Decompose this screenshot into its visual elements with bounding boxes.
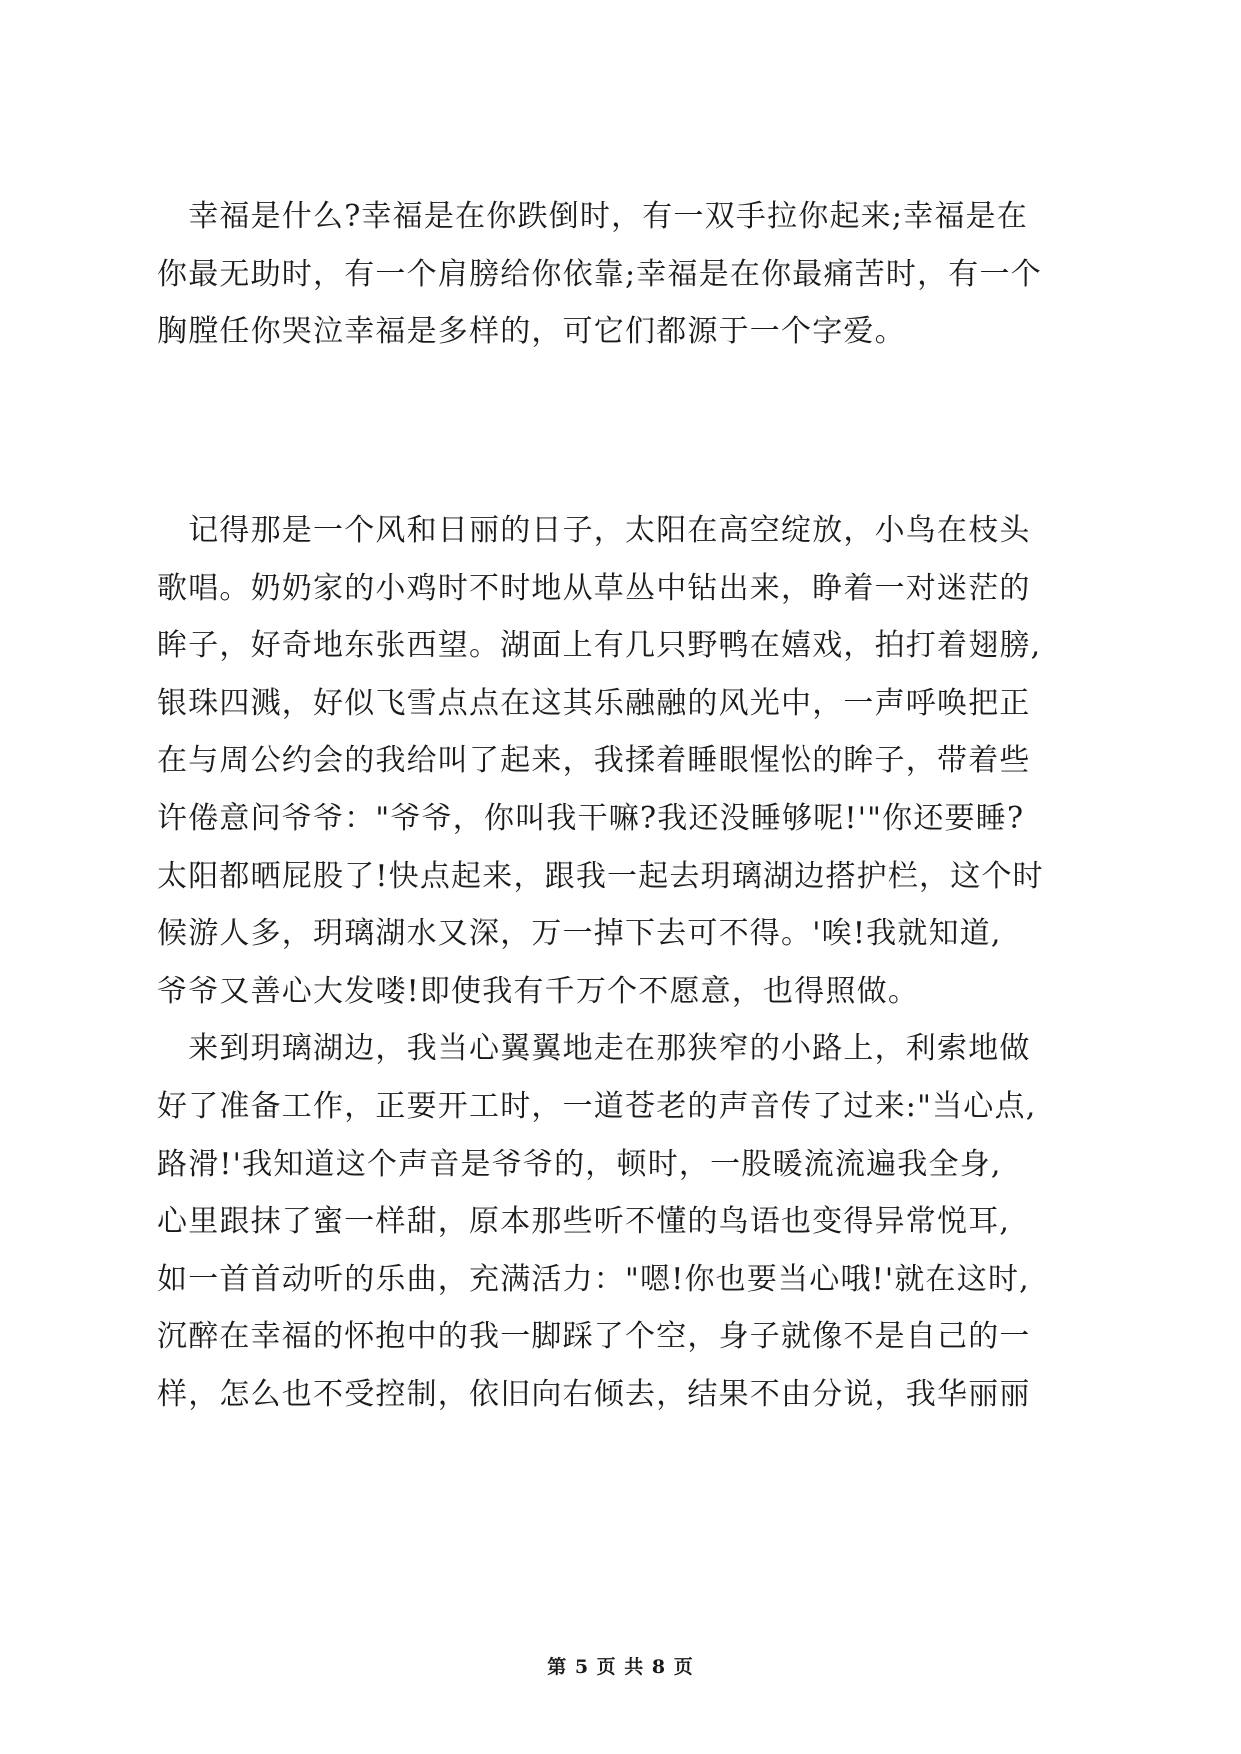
- text-line: 你最无助时，有一个肩膀给你依靠;幸福是在你最痛苦时，有一个: [157, 256, 1042, 292]
- text-line: 来到玥璃湖边，我当心翼翼地走在那狭窄的小路上，利索地做: [157, 1031, 1031, 1067]
- text-line: 眸子，好奇地东张西望。湖面上有几只野鸭在嬉戏，拍打着翅膀,: [157, 628, 1042, 664]
- text-line: 路滑!'我知道这个声音是爷爷的，顿时，一股暖流流遍我全身,: [157, 1146, 1002, 1182]
- text-line: 爷爷又善心大发喽!即使我有千万个不愿意，也得照做。: [157, 973, 920, 1009]
- paragraph: [157, 1020, 1087, 1423]
- page-footer: 第 5 页 共 8 页: [547, 1656, 694, 1678]
- text-block-story: [157, 502, 1087, 1424]
- text-line: 太阳都晒屁股了!快点起来，跟我一起去玥璃湖边搭护栏，这个时: [157, 858, 1044, 894]
- text-line: 好了准备工作，正要开工时，一道苍老的声音传了过来:"当心点,: [157, 1088, 1037, 1124]
- text-line: 沉醉在幸福的怀抱中的我一脚踩了个空，身子就像不是自己的一: [157, 1319, 1031, 1355]
- text-line: 歌唱。奶奶家的小鸡时不时地从草丛中钻出来，睁着一对迷茫的: [157, 570, 1031, 606]
- paragraph: [157, 502, 1087, 1020]
- paragraph: [157, 188, 1087, 361]
- text-line: 如一首首动听的乐曲，充满活力："嗯!你也要当心哦!'就在这时,: [157, 1261, 1030, 1297]
- text-line: 幸福是什么?幸福是在你跌倒时，有一双手拉你起来;幸福是在: [157, 199, 1028, 234]
- text-line: 在与周公约会的我给叫了起来，我揉着睡眼惺忪的眸子，带着些: [157, 743, 1031, 779]
- text-line: 样，怎么也不受控制，依旧向右倾去，结果不由分说，我华丽丽: [157, 1376, 1031, 1412]
- text-line: 银珠四溅，好似飞雪点点在这其乐融融的风光中，一声呼唤把正: [157, 685, 1031, 721]
- text-line: 记得那是一个风和日丽的日子，太阳在高空绽放，小鸟在枝头: [157, 513, 1031, 548]
- text-line: 许倦意问爷爷："爷爷，你叫我干嘛?我还没睡够呢!'"你还要睡?: [157, 800, 1025, 836]
- text-line: 候游人多，玥璃湖水又深，万一掉下去可不得。'唉!我就知道,: [157, 916, 1002, 952]
- text-line: 胸膛任你哭泣幸福是多样的，可它们都源于一个字爱。: [157, 314, 906, 350]
- text-line: 心里跟抹了蜜一样甜，原本那些听不懂的鸟语也变得异常悦耳,: [157, 1204, 1011, 1240]
- text-block-intro: [157, 188, 1087, 361]
